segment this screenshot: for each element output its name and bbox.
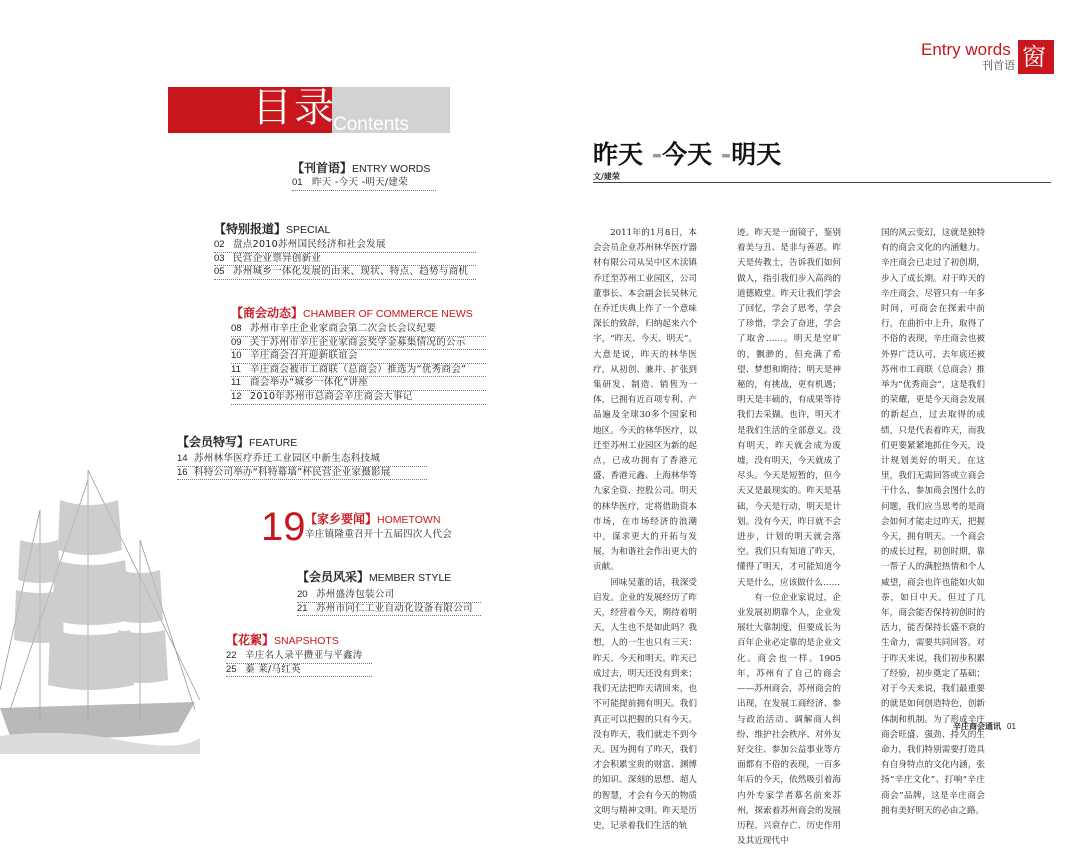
toc-item[interactable] bbox=[305, 529, 465, 542]
sailing-ship-illustration bbox=[0, 470, 200, 754]
toc-item[interactable] bbox=[231, 377, 486, 391]
toc-item-title: 辛庄商会被市工商联（总商会）推选为“优秀商会” bbox=[250, 363, 467, 375]
toc-item-page: 25 bbox=[226, 663, 237, 675]
toc-item-page: 22 bbox=[226, 650, 237, 661]
toc-item-page: 03 bbox=[214, 252, 225, 264]
toc-item-page: 16 bbox=[177, 466, 188, 478]
toc-item-page: 10 bbox=[231, 350, 242, 362]
section-title-en: FEATURE bbox=[249, 437, 298, 449]
page-footer bbox=[953, 722, 1016, 732]
toc-item-page: 14 bbox=[177, 453, 188, 464]
section-title-cn: 【花絮】 bbox=[226, 633, 275, 647]
toc-item-title: 苏州城乡一体化发展的由来、现状、特点、趋势与商机 bbox=[233, 266, 469, 278]
toc-item[interactable] bbox=[297, 603, 481, 617]
toc-item-page: 01 bbox=[292, 177, 303, 188]
toc-item[interactable] bbox=[231, 337, 486, 351]
section-title-en: CHAMBER OF COMMERCE NEWS bbox=[303, 308, 473, 320]
page-number: 01 bbox=[1007, 722, 1016, 731]
toc-item[interactable] bbox=[292, 177, 436, 191]
title-part: 昨天 bbox=[593, 140, 652, 169]
toc-section-entry-words[interactable] bbox=[292, 161, 430, 176]
toc-item-title: 商会举办“城乡一体化”讲座 bbox=[250, 377, 369, 389]
toc-item[interactable] bbox=[231, 364, 486, 378]
article-column-1 bbox=[593, 226, 697, 834]
title-part: 今天 bbox=[662, 140, 721, 169]
toc-title-cn: 目录 bbox=[252, 85, 336, 131]
toc-item[interactable] bbox=[231, 350, 486, 364]
toc-item-page: 21 bbox=[297, 602, 308, 614]
section-title-cn: 【家乡要闻】 bbox=[305, 512, 378, 526]
title-dash: - bbox=[651, 140, 663, 169]
title-divider bbox=[593, 182, 1051, 183]
toc-item[interactable] bbox=[214, 239, 476, 253]
section-title-en: MEMBER STYLE bbox=[369, 572, 452, 584]
section-title-en: ENTRY WORDS bbox=[352, 163, 431, 175]
toc-item-title: 苏州盛涛包装公司 bbox=[316, 589, 395, 600]
toc-item-title: 辛庄镇隆重召开十五届四次人代会 bbox=[305, 529, 453, 540]
toc-section-hometown[interactable] bbox=[305, 512, 440, 527]
article-byline: 文/建荣 bbox=[593, 172, 620, 181]
hometown-page-number: 19 bbox=[261, 505, 306, 549]
toc-item-title: 蓁 莱/马红英 bbox=[245, 663, 301, 675]
toc-item[interactable] bbox=[177, 453, 427, 467]
section-title-en: SNAPSHOTS bbox=[274, 635, 339, 647]
toc-item-title: 民营企业票异创新业 bbox=[233, 252, 322, 264]
toc-list-feature bbox=[177, 453, 427, 480]
title-dash: - bbox=[720, 140, 732, 169]
section-title-en: HOMETOWN bbox=[377, 514, 441, 526]
toc-item-title: 苏州市同仁工业自动化设备有限公司 bbox=[316, 602, 473, 614]
toc-list-snapshots bbox=[226, 650, 372, 677]
entry-words-subheading: 刊首语 bbox=[982, 59, 1015, 72]
paragraph: 有一位企业家说过，企业发展初期靠个人，企业发展壮大靠制度，但要成长为百年企业必定靠的是企业文化。商会也一样。1905年，苏州有了自己的商会——苏州商会，苏州商会的出现，在发展工商经济、参与政治活动、调解商人纠纷、维护社会秩序、对外友好交往、参加公益事业等方面都有不俗的表现，一百多年后的今天，依然吸引着海内外专家学者慕名前来苏州，探索着苏州商会的发展历程、兴衰存亡、历史作用及其近现代中 bbox=[737, 592, 841, 847]
publication-name: 辛庄商会通讯 bbox=[953, 722, 1001, 731]
toc-item[interactable] bbox=[231, 391, 486, 405]
section-title-en: SPECIAL bbox=[286, 224, 331, 236]
toc-item[interactable] bbox=[297, 589, 481, 603]
toc-list-entry-words bbox=[292, 177, 436, 191]
toc-list-member-style bbox=[297, 589, 481, 616]
toc-section-chamber-news[interactable] bbox=[231, 306, 473, 321]
toc-section-member-style[interactable] bbox=[297, 570, 451, 585]
toc-section-special[interactable] bbox=[214, 222, 330, 237]
entry-words-heading: Entry words bbox=[921, 40, 1011, 59]
section-title-cn: 【刊首语】 bbox=[292, 161, 353, 175]
toc-section-feature[interactable] bbox=[177, 435, 297, 450]
toc-item-page: 05 bbox=[214, 266, 225, 278]
toc-item-title: 盘点2010苏州国民经济和社会发展 bbox=[233, 239, 386, 250]
paragraph: 国的风云变幻，这就是独特有的商会文化的内涵魅力。辛庄商会已走过了初创期，步入了成长期。对于昨天的辛庄商会，尽管只有一年多时间，可商会在探索中前行，在曲折中上升，取得了不俗的表现，辛庄商会也被外界广泛认可，去年底还被苏州市工商联（总商会）推举为“优秀商会”，这是我们的荣耀，更是今天商会发展的新起点，过去取得的成绩，只是代表着昨天，而我们更要紧紧地抓住今天，设计规划美好的明天。在这里，我们无需回答或立商会干什么，参加商会图什么的问题，我们应当思考的是商会如何才能走过昨天，把握今天，拥有明天。一个商会的成长过程，初创时期，靠一帮子人的满腔热情和个人威望，商会也许也能如火如荼，如日中天。但过了几年，商会能否保持初创时的活力，能否保持长盛不衰的生命力，需要共同回答。对于昨天来说，我们初步积累了经验，初步奠定了基础；对于今天来说，我们最重要的就是如何创造特色，创新体制和机制。为了形成辛庄商会旺盛、强劲、持久的生命力，我们特别需要打造具有自身特点的文化内涵，张扬“辛庄文化”、打响“辛庄商会”品牌，这是辛庄商会拥有美好明天的必由之路。 bbox=[881, 228, 985, 816]
toc-item-title: 昨天 -今天 -明天/建荣 bbox=[312, 177, 408, 188]
title-part: 明天 bbox=[731, 140, 782, 169]
section-seal-icon bbox=[1018, 40, 1054, 74]
toc-title-en: Contents bbox=[333, 114, 410, 135]
section-title-cn: 【会员风采】 bbox=[297, 570, 370, 584]
toc-item[interactable] bbox=[177, 467, 427, 481]
toc-item-title: 辛庄商会召开迎新联谊会 bbox=[250, 350, 358, 362]
toc-item[interactable] bbox=[231, 323, 486, 337]
section-title-cn: 【商会动态】 bbox=[231, 306, 304, 320]
toc-item-title: 辛庄名人录平攒亚与平鑫涛 bbox=[245, 650, 363, 661]
toc-item-page: 11 bbox=[231, 377, 241, 389]
toc-item[interactable] bbox=[226, 650, 372, 664]
paragraph: 回味吴董的话，我深受启发。企业的发展经历了昨天，经营着今天，期待着明天，人生也不是如此吗？我想，人的一生也只有三天：昨天、今天和明天。昨天已成过去，明天还没有到来；我们无法把昨天请回来，也不可能提前拥有明天。我们真正可以把握的只有今天。没有昨天，我们就走不到今天。因为拥有了昨天，我们才会积累宝贵的财富、渊博的知识、深刻的思想、超人的智慧，才会有今天的物质文明与精神文明。昨天是历史，记录着我们生活的轨 bbox=[593, 577, 697, 831]
toc-item-title: 关于苏州市辛庄企业家商会奖学金募集情况的公示 bbox=[250, 336, 466, 348]
toc-list-hometown bbox=[305, 529, 465, 542]
article-column-2 bbox=[737, 226, 841, 849]
toc-list-chamber-news bbox=[231, 323, 486, 405]
article-title bbox=[593, 140, 781, 170]
toc-list-special bbox=[214, 239, 476, 280]
toc-section-snapshots[interactable] bbox=[226, 633, 339, 648]
toc-item[interactable] bbox=[214, 266, 476, 280]
toc-item-page: 02 bbox=[214, 239, 225, 250]
toc-item-page: 20 bbox=[297, 589, 308, 600]
toc-item[interactable] bbox=[226, 664, 372, 678]
toc-item-page: 11 bbox=[231, 363, 241, 375]
toc-item-page: 12 bbox=[231, 390, 242, 402]
toc-item-title: 苏州林华医疗乔迁工业园区中新生态科技城 bbox=[194, 453, 381, 464]
section-title-cn: 【特别报道】 bbox=[214, 222, 287, 236]
paragraph: 迹。昨天是一面镜子，鉴别着美与丑、是非与善恶。昨天是传教士，告诉我们如何做人，指引我们步入高尚的道德殿堂。昨天让我们学会了回忆，学会了思考，学会了珍惜，学会了奋进，学会了取舍……。明天是空旷的，飘渺的，但充满了希望、梦想和期待；明天是神秘的，有挑战，更有机遇；明天是丰硕的，有成果等待我们去采撷。也许，明天才是我们生活的全部意义。没有明天，昨天就会成为废墟，没有明天，今天就成了尽头。今天是短暂的，但今天又是最现实的。昨天是基础，今天是行动，明天是计划。没有今天，昨日就不会进步，计划的明天就会落空。我们只有知道了昨天，懂得了明天，才可能知道今天是什么，应该做什么…… bbox=[737, 228, 841, 588]
toc-item-page: 09 bbox=[231, 336, 242, 348]
toc-item[interactable] bbox=[214, 253, 476, 267]
toc-item-page: 08 bbox=[231, 323, 242, 334]
seal-char: 窗 bbox=[1022, 43, 1046, 71]
section-title-cn: 【会员特写】 bbox=[177, 435, 250, 449]
toc-item-title: 苏州市辛庄企业家商会第二次会长会议纪要 bbox=[250, 323, 437, 334]
toc-item-title: 2010年苏州市总商会辛庄商会大事记 bbox=[250, 390, 413, 402]
toc-item-title: 科特公司举办“科特幕墙”杯民营企业家摄影展 bbox=[194, 466, 391, 478]
paragraph: 2011年的1月8日，本会会员企业苏州林华医疗器材有限公司从吴中区木渎镇乔迁至苏州工业园区，公司董事长、本会副会长吴林元在乔迁庆典上作了一个意味深长的致辞，归纳起来六个字，“昨天、今天、明天”。大意是说，昨天的林华医疗，从初创、兼并、扩张到集研发、制造、销售为一体，已拥有近百项专利、产品遍及全球30多个国家和地区。今天的林华医疗，以迁至苏州工业园区为新的起点，已成功拥有了香港元盛、香港元鑫、上海林华等九家全资、控股公司。明天的林华医疗，定将借助资本市场，在市场经济的浪潮中，谋求更大的开拓与发展，为和谐社会作出更大的贡献。 bbox=[593, 228, 697, 573]
